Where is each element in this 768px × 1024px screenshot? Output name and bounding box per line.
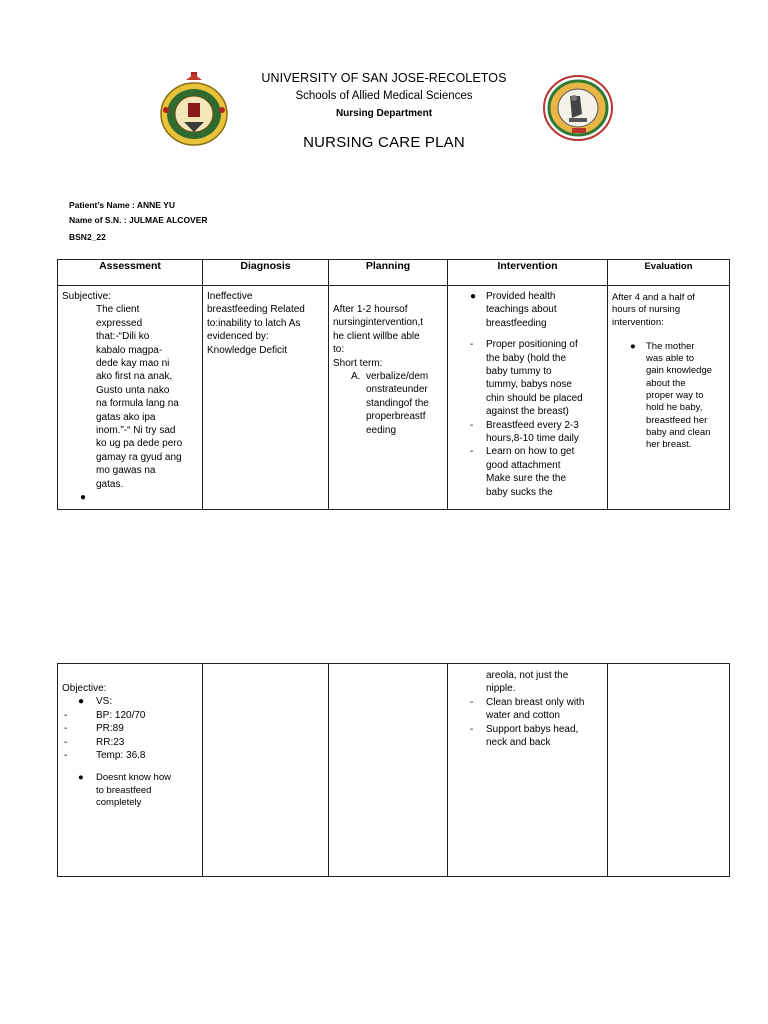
patient-name: Patient’s Name : ANNE YU [69, 200, 175, 210]
diagnosis-line: breastfeeding Related [207, 304, 305, 316]
evaluation-line: baby and clean [646, 426, 711, 438]
intervention-line: Provided health [486, 291, 556, 302]
intervention-item [462, 338, 603, 418]
subjective-line: gatas. [96, 478, 124, 490]
care-plan-table-page2 [57, 663, 730, 877]
evaluation-line: was able to [646, 353, 695, 365]
planning-line: nursingintervention,t [333, 317, 424, 329]
vital-sign-line: PR:89 [96, 723, 124, 735]
intervention-line: Make sure the the [486, 473, 567, 485]
subjective-line: dede kay mao ni [96, 358, 170, 370]
dash-marker: - [64, 750, 68, 762]
column-header-assessment: Assessment [58, 260, 203, 286]
subjective-label: Subjective: [62, 291, 111, 302]
subjective-line: gatas ako ipa [96, 411, 156, 423]
intervention-line: good attachment [486, 459, 561, 471]
planning-item-line: eeding [366, 424, 397, 436]
intervention-line: Learn on how to get [486, 446, 575, 458]
planning-line: he client willbe able [333, 330, 420, 342]
evaluation-line: proper way to [646, 390, 704, 402]
diagnosis-line: evidenced by: [207, 331, 269, 343]
column-header-diagnosis: Diagnosis [203, 260, 329, 286]
intervention-line: tummy, babys nose [486, 379, 572, 391]
planning-line: Short term: [333, 357, 383, 369]
school-name: Schools of Allied Medical Sciences [295, 90, 473, 102]
planning-line: to: [333, 344, 345, 356]
intervention-line: Breastfeed every 2-3 [486, 419, 579, 431]
dash-marker: - [64, 736, 68, 748]
evaluation-line: gain knowledge [646, 365, 713, 377]
subjective-line: na formula lang na [96, 398, 179, 410]
evaluation-line: hold he baby, [646, 402, 703, 414]
intervention-line: against the breast) [486, 406, 569, 418]
dash-marker: - [64, 723, 68, 735]
subjective-line: ko ug pa dede pero [96, 438, 183, 450]
evaluation-line: hours of nursing [612, 304, 681, 316]
bullet-marker: ● [470, 291, 477, 302]
evaluation-cell-continued [608, 664, 730, 877]
intervention-line: the baby (hold the [486, 352, 567, 364]
evaluation-line: her breast. [646, 439, 692, 451]
vital-sign-line: Temp: 36.8 [96, 750, 146, 762]
evaluation-line: breastfeed her [646, 414, 708, 426]
document-title: NURSING CARE PLAN [303, 134, 465, 151]
evaluation-line: intervention: [612, 316, 664, 328]
subjective-line: Gusto unta nako [96, 384, 170, 396]
objective-finding-line: Doesnt know how [96, 772, 171, 784]
subjective-line: mo gawas na [96, 465, 156, 477]
intervention-line: water and cotton [486, 710, 560, 722]
objective-finding-line: to breastfeed [96, 784, 152, 796]
subjective-line: expressed [96, 317, 143, 329]
intervention-item [462, 696, 603, 723]
diagnosis-line: Ineffective [207, 291, 253, 302]
department-name: Nursing Department [335, 108, 433, 119]
planning-item-line: onstrateunder [366, 384, 428, 396]
subjective-line: The client [96, 304, 140, 316]
intervention-item [462, 419, 603, 446]
section-code: BSN2_22 [69, 232, 106, 242]
diagnosis-cell-continued [203, 664, 329, 877]
column-header-evaluation: Evaluation [608, 260, 730, 286]
intervention-line: Proper positioning of [486, 339, 578, 351]
planning-item-marker: A. [351, 371, 361, 383]
dash-marker: - [470, 446, 474, 458]
intervention-cell [448, 286, 608, 510]
bullet-marker: ● [78, 696, 85, 708]
intervention-item [462, 290, 603, 330]
planning-line: After 1-2 hoursof [333, 304, 408, 315]
planning-item-line: standingof the [366, 397, 429, 409]
intervention-line: Clean breast only with [486, 696, 585, 708]
university-name: UNIVERSITY OF SAN JOSE-RECOLETOS [261, 71, 507, 85]
planning-cell [329, 286, 448, 510]
subjective-line: that:-“Dili ko [96, 331, 150, 343]
planning-item-line: properbreastf [366, 411, 426, 423]
intervention-line: neck and back [486, 737, 551, 749]
evaluation-line: about the [646, 377, 686, 389]
diagnosis-cell [203, 286, 329, 510]
dash-marker: - [64, 709, 68, 721]
evaluation-cell [608, 286, 730, 510]
column-header-planning: Planning [329, 260, 448, 286]
intervention-line: chin should be placed [486, 392, 583, 404]
intervention-line: hours,8-10 time daily [486, 433, 579, 445]
planning-cell-continued [329, 664, 448, 877]
intervention-line: areola, not just the [486, 670, 569, 681]
bullet-marker: ● [630, 340, 636, 352]
dash-marker: - [470, 419, 474, 431]
subjective-line: kabalo magpa- [96, 344, 163, 356]
care-plan-table-page1 [57, 259, 730, 510]
intervention-line: baby sucks the [486, 486, 553, 498]
diagnosis-line: Knowledge Deficit [207, 344, 288, 356]
intervention-line: breastfeeding [486, 317, 547, 329]
intervention-line: nipple. [486, 683, 516, 695]
intervention-line: baby tummy to [486, 366, 552, 378]
subjective-line: ako first na anak, [96, 371, 173, 383]
assessment-cell [58, 286, 203, 510]
dash-marker: - [470, 696, 474, 708]
dash-marker: - [470, 723, 474, 735]
intervention-line: Support babys head, [486, 723, 579, 735]
objective-assessment-cell [58, 664, 203, 877]
intervention-item [462, 723, 603, 750]
evaluation-line: The mother [646, 340, 695, 352]
intervention-cell-continued [448, 664, 608, 877]
objective-label: Objective: [62, 683, 107, 694]
empty-bullet: ● [80, 492, 87, 504]
objective-finding-line: completely [96, 797, 142, 809]
planning-item-line: verbalize/dem [366, 371, 429, 383]
intervention-item [462, 445, 603, 499]
bullet-marker: ● [78, 772, 84, 784]
vital-sign-line: RR:23 [96, 736, 125, 748]
diagnosis-line: to:inability to latch As [207, 317, 301, 329]
column-header-intervention: Intervention [448, 260, 608, 286]
subjective-line: gamay ra gyud ang [96, 451, 182, 463]
subjective-line: inom.”-“ Ni try sad [96, 425, 176, 437]
dash-marker: - [470, 339, 474, 351]
vital-sign-line: BP: 120/70 [96, 709, 146, 721]
intervention-line: teachings about [486, 304, 557, 316]
student-nurse-name: Name of S.N. : JULMAE ALCOVER [69, 215, 208, 225]
vital-sign-line: VS: [96, 696, 113, 708]
evaluation-line: After 4 and a half of [612, 292, 695, 303]
